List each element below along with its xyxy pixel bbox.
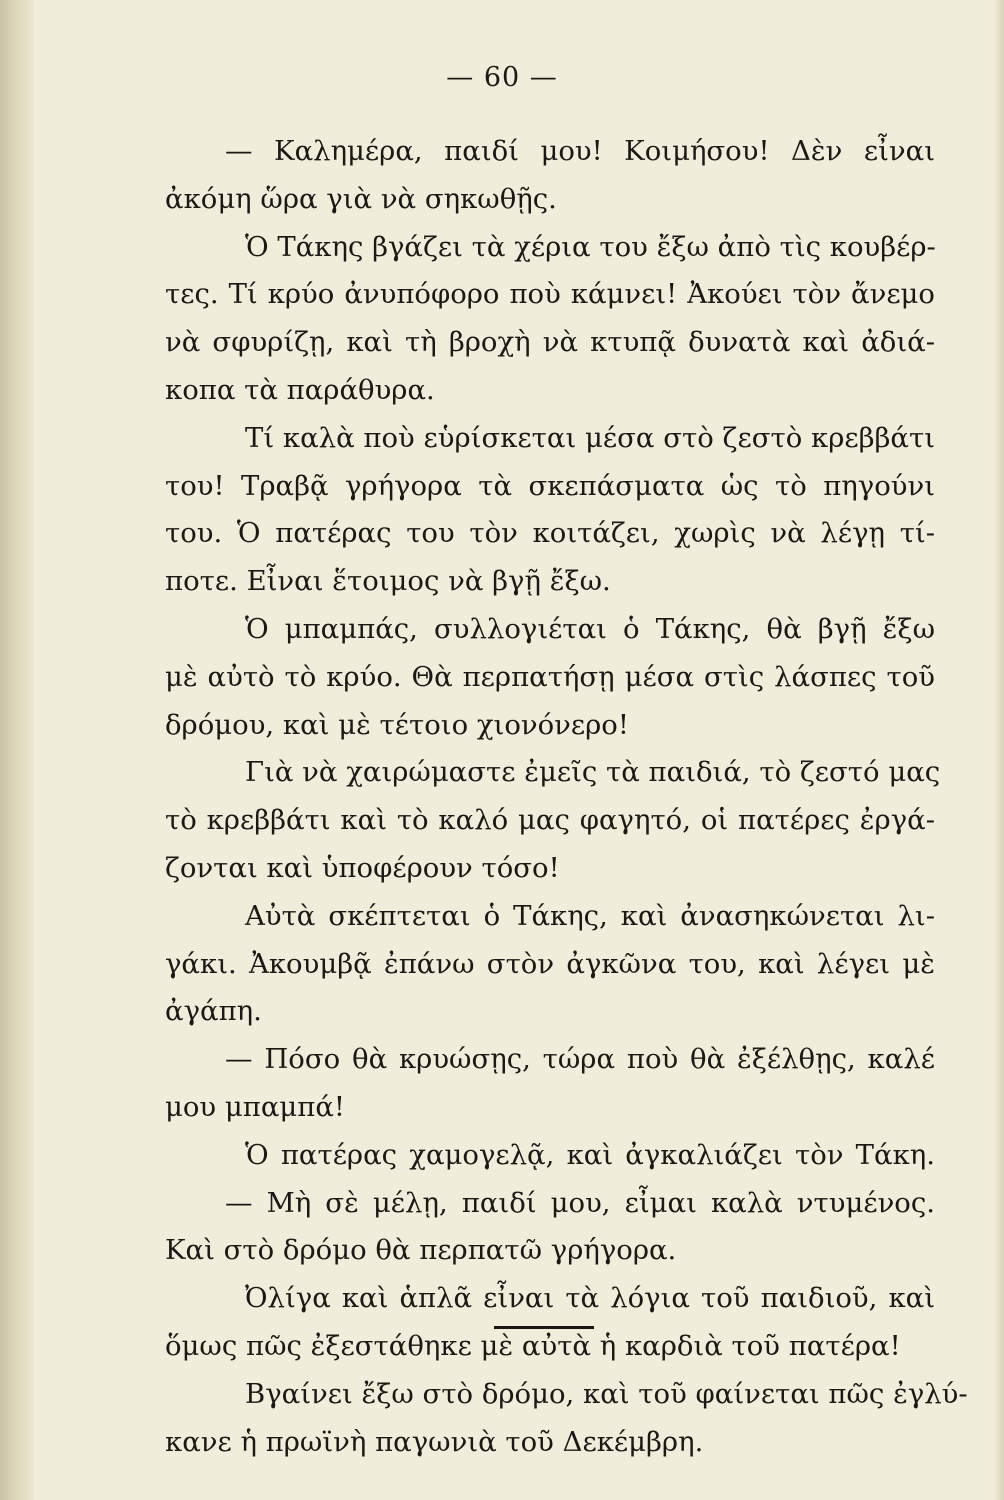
text-line: Ὁ Τάκης βγάζει τὰ χέρια του ἔξω ἀπὸ τὶς κουβέρ- xyxy=(245,230,936,263)
body-text xyxy=(165,128,968,1466)
page-edge-shadow xyxy=(994,0,1004,1500)
text-line: μου μπαμπά! xyxy=(165,1090,345,1123)
text-line: — Καλημέρα, παιδί μου! Κοιμήσου! Δὲν εἶναι xyxy=(225,135,935,167)
text-line: Βγαίνει ἔξω στὸ δρόμο, καὶ τοῦ φαίνεται πῶς ἐγλύ- xyxy=(245,1377,968,1410)
text-line: ἀγάπη. xyxy=(165,995,262,1028)
text-line: κανε ἡ πρωϊνὴ παγωνιὰ τοῦ Δεκέμβρη. xyxy=(165,1425,704,1458)
text-line: Αὐτὰ σκέπτεται ὁ Τάκης, καὶ ἀνασηκώνεται λι- xyxy=(245,899,935,932)
page-binding-shadow xyxy=(0,0,34,1500)
text-line: μὲ αὐτὸ τὸ κρύο. Θὰ περπατήσῃ μέσα στὶς λάσπες τοῦ xyxy=(165,660,935,693)
text-line: του! Τραβᾷ γρήγορα τὰ σκεπάσματα ὡς τὸ πηγούνι xyxy=(165,469,935,502)
text-line: Ὀλίγα καὶ ἁπλᾶ εἶναι τὰ λόγια τοῦ παιδιοῦ, καὶ xyxy=(245,1282,935,1315)
text-line: Τί καλὰ ποὺ εὑρίσκεται μέσα στὸ ζεστὸ κρεββάτι xyxy=(245,421,935,454)
text-line: γάκι. Ἀκουμβᾷ ἐπάνω στὸν ἀγκῶνα του, καὶ λέγει μὲ xyxy=(165,947,935,980)
text-line: ὅμως πῶς ἐξεστάθηκε μὲ αὐτὰ ἡ καρδιὰ τοῦ πατέρα! xyxy=(165,1329,901,1362)
text-line: — Πόσο θὰ κρυώσῃς, τώρα ποὺ θὰ ἐξέλθῃς, καλέ xyxy=(225,1043,935,1076)
text-line: τες. Τί κρύο ἀνυπόφορο ποὺ κάμνει! Ἀκούει τὸν ἄνεμο xyxy=(165,278,935,311)
text-line: ποτε. Εἶναι ἕτοιμος νὰ βγῇ ἔξω. xyxy=(165,565,611,598)
text-line: νὰ σφυρίζῃ, καὶ τὴ βροχὴ νὰ κτυπᾷ δυνατὰ καὶ ἀδιά- xyxy=(165,326,935,359)
text-line: Ὁ μπαμπάς, συλλογιέται ὁ Τάκης, θὰ βγῇ ἔξω xyxy=(245,612,935,645)
text-line: ἀκόμη ὥρα γιὰ νὰ σηκωθῇς. xyxy=(165,182,557,215)
text-line: δρόμου, καὶ μὲ τέτοιο χιονόνερο! xyxy=(165,708,629,741)
text-line: — Μὴ σὲ μέλῃ, παιδί μου, εἶμαι καλὰ ντυμένος. xyxy=(225,1186,935,1219)
text-line: ζονται καὶ ὑποφέρουν τόσο! xyxy=(165,851,560,884)
text-line: Γιὰ νὰ χαιρώμαστε ἐμεῖς τὰ παιδιά, τὸ ζεστό μας xyxy=(245,756,941,789)
text-line: κοπα τὰ παράθυρα. xyxy=(165,373,435,406)
page-number: — 60 — xyxy=(446,62,558,93)
text-line: τὸ κρεββάτι καὶ τὸ καλό μας φαγητό, οἱ πατέρες ἐργά- xyxy=(165,804,935,837)
text-line: του. Ὁ πατέρας του τὸν κοιτάζει, χωρὶς νὰ λέγῃ τί- xyxy=(165,517,935,550)
chapter-end-rule xyxy=(494,1326,594,1329)
text-line: Ὁ πατέρας χαμογελᾷ, καὶ ἀγκαλιάζει τὸν Τάκη. xyxy=(245,1138,935,1171)
text-line: Καὶ στὸ δρόμο θὰ περπατῶ γρήγορα. xyxy=(165,1234,677,1267)
